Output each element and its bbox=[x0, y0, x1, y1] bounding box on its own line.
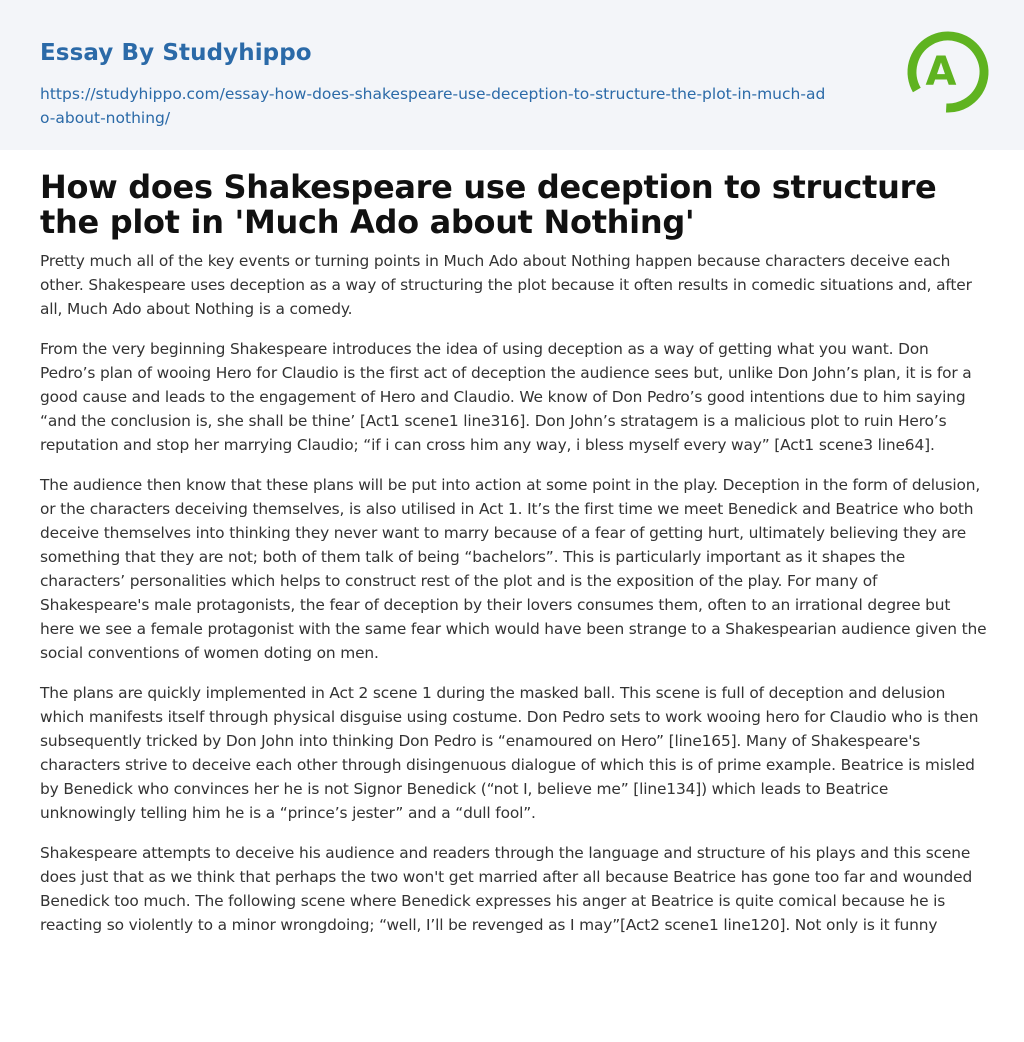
studyhippo-logo-icon[interactable] bbox=[906, 28, 990, 116]
source-url-link[interactable]: https://studyhippo.com/essay-how-does-shakespeare-use-deception-to-structure-the-plot-in-much-ado-about-nothing/ bbox=[40, 85, 826, 127]
article-paragraph: The audience then know that these plans will be put into action at some point in the play. Deception in the form of delusion, or the characters deceiving themselves, is also utilised in Act 1. It’s the first time we meet Benedick and Beatrice who both deceive themselves into thinking they never want to marry because of a fear of getting hurt, ultimately believing they are something that they are not; both of them talk of being “bachelors”. This is particularly important as it shapes the characters’ personalities which helps to construct rest of the plot and is the exposition of the play. For many of Shakespeare's male protagonists, the fear of deception by their lovers consumes them, often to an irrational degree but here we see a female protagonist with the same fear which would have been strange to a Shakespearian audience given the social conventions of women doting on men. bbox=[40, 476, 987, 662]
logo-letter: A bbox=[925, 49, 957, 95]
article-body bbox=[40, 249, 988, 953]
article-paragraph: The plans are quickly implemented in Act 2 scene 1 during the masked ball. This scene is full of deception and delusion which manifests itself through physical disguise using costume. Don Pedro sets to work wooing hero for Claudio who is then subsequently tricked by Don John into thinking Don Pedro is “enamoured on Hero” [line165]. Many of Shakespeare's characters strive to deceive each other through disingenuous dialogue of which this is of prime example. Beatrice is misled by Benedick who convinces her he is not Signor Benedick (“not I, believe me” [line134]) which leads to Beatrice unknowingly telling him he is a “prince’s jester” and a “dull fool”. bbox=[40, 684, 979, 822]
article-paragraph: Pretty much all of the key events or turning points in Much Ado about Nothing happen because characters deceive each other. Shakespeare uses deception as a way of structuring the plot because it often results in comedic situations and, after all, Much Ado about Nothing is a comedy. bbox=[40, 252, 972, 318]
article-paragraph: Shakespeare attempts to deceive his audience and readers through the language and structure of his plays and this scene does just that as we think that perhaps the two won't get married after all because Beatrice has gone too far and wounded Benedick too much. The following scene where Benedick expresses his anger at Beatrice is quite comical because he is reacting so violently to a minor wrongdoing; “well, I’ll be revenged as I may”[Act2 scene1 line120]. Not only is it funny bbox=[40, 844, 973, 934]
article-paragraph: From the very beginning Shakespeare introduces the idea of using deception as a way of getting what you want. Don Pedro’s plan of wooing Hero for Claudio is the first act of deception the audience sees but, unlike Don John’s plan, it is for a good cause and leads to the engagement of Hero and Claudio. We know of Don Pedro’s good intentions due to him saying “and the conclusion is, she shall be thine’ [Act1 scene1 line316]. Don John’s stratagem is a malicious plot to ruin Hero’s reputation and stop her marrying Claudio; “if i can cross him any way, i bless myself every way” [Act1 scene3 line64]. bbox=[40, 340, 972, 454]
site-header bbox=[0, 0, 1024, 150]
article-title: How does Shakespeare use deception to structure the plot in 'Much Ado about Nothing' bbox=[40, 168, 937, 241]
site-brand[interactable]: Essay By Studyhippo bbox=[40, 40, 312, 66]
